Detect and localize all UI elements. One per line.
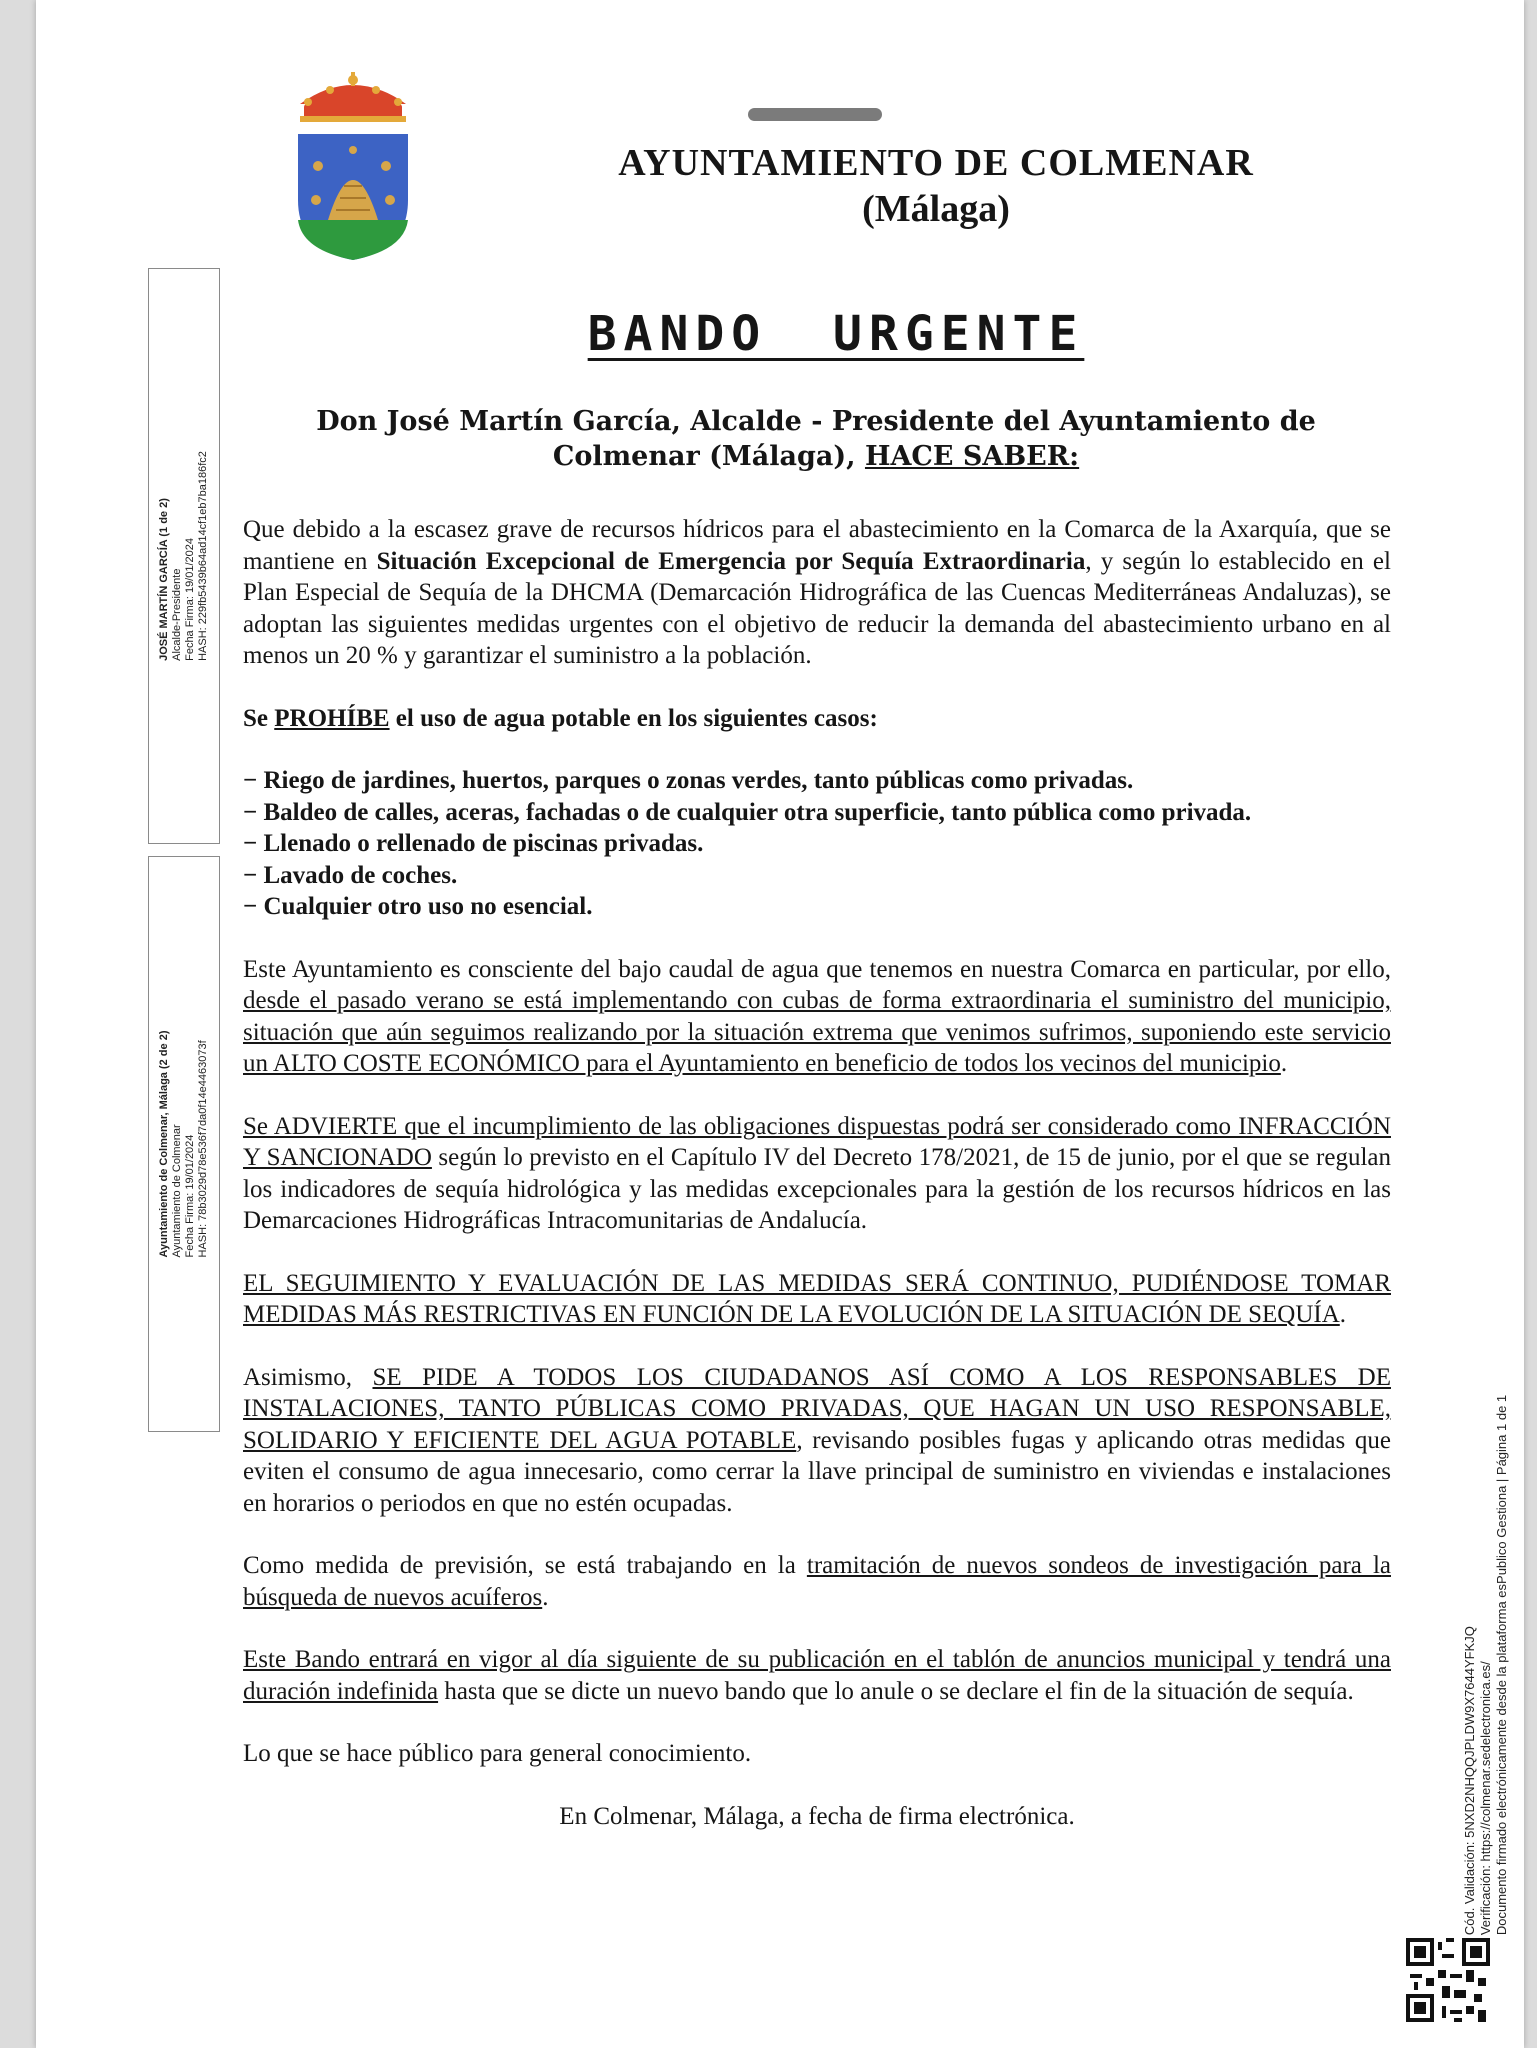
prohibited-uses-list	[243, 765, 1391, 923]
list-item: − Baldeo de calles, aceras, fachadas o de cualquier otra superficie, tanto pública como privada.	[243, 798, 1252, 826]
intro-text: Don José Martín García, Alcalde - Presidente del Ayuntamiento de Colmenar (Málaga),	[316, 406, 1316, 472]
signature-2-role: Ayuntamiento de Colmenar	[171, 1124, 183, 1258]
qr-code-icon	[1406, 1938, 1490, 2022]
signature-2-name: Ayuntamiento de Colmenar, Málaga (2 de 2)	[158, 1030, 170, 1258]
prohibe-text-a: Se	[243, 704, 275, 732]
paragraph-1	[243, 514, 1391, 672]
signature-2-date: Fecha Firma: 19/01/2024	[184, 1134, 196, 1258]
institution-header	[506, 140, 1366, 232]
signature-box-1	[148, 268, 220, 844]
p2-text-c: .	[1280, 1050, 1288, 1077]
p6-text-c: .	[542, 1583, 549, 1611]
p3-text-a: Se ADVIERTE que el incumplimiento de las obligaciones dispuestas podrá ser considerado como INFRACCIÓN Y SANCIONADO	[243, 1112, 1391, 1171]
p6-text-b: tramitación de nuevos sondeos de investigación para la búsqueda de nuevos acuíferos	[243, 1552, 1391, 1611]
paragraph-4	[243, 1268, 1391, 1331]
document-title-text: BANDO URGENTE	[587, 306, 1085, 362]
validation-code: Cód. Validación: 5NXD2NHQQJPLDW9X7644YFKJQ	[1462, 1626, 1477, 1936]
p7-text-a: Este Bando entrará en vigor al día siguiente de su publicación en el tablón de anuncios municipal y tendrá una duración indefinida	[243, 1646, 1391, 1705]
p1-text-b: Situación Excepcional de Emergencia por Sequía Extraordinaria	[376, 547, 1086, 575]
validation-strip	[1462, 1394, 1537, 1936]
p7-text-b: hasta que se dicte un nuevo bando que lo anule o se declare el fin de la situación de sequía.	[438, 1677, 1354, 1705]
p2-text-b: desde el pasado verano se está implementando con cubas de forma extraordinaria el suministro del municipio, situación que aún seguimos realizando por la situación extrema que venimos sufrimos, suponiendo este servicio un ALTO COSTE ECONÓMICO para el Ayuntamiento en beneficio de todos los vecinos del municipio	[243, 987, 1391, 1077]
list-item: − Lavado de coches.	[243, 861, 458, 889]
institution-title: AYUNTAMIENTO DE COLMENAR	[618, 142, 1254, 184]
platform-note: Documento firmado electrónicamente desde la plataforma esPublico Gestiona | Página 1 de 1	[1494, 1394, 1509, 1936]
signature-2-text	[158, 1031, 210, 1258]
document-page	[36, 0, 1524, 2048]
intro-paragraph	[256, 404, 1376, 474]
hace-saber-text: HACE SABER:	[864, 441, 1080, 472]
coat-of-arms-icon	[286, 70, 420, 262]
p2-text-a: Este Ayuntamiento es consciente del bajo caudal de agua que tenemos en nuestra Comarca en particular, por ello,	[243, 955, 1391, 983]
signature-1-name: JOSÉ MARTÍN GARCÍA (1 de 2)	[158, 498, 170, 661]
signature-1-text	[158, 451, 210, 661]
list-item: − Llenado o rellenado de piscinas privadas.	[243, 830, 704, 857]
prohibe-text-c: el uso de agua potable en los siguientes casos:	[389, 704, 878, 732]
signature-1-date: Fecha Firma: 19/01/2024	[184, 537, 196, 661]
p4-end: .	[1339, 1301, 1347, 1328]
verification-url[interactable]: Verificación: https://colmenar.sedelectronica.es/	[1478, 1661, 1493, 1936]
p6-text-a: Como medida de previsión, se está trabajando en la	[243, 1552, 807, 1579]
paragraph-3	[243, 1111, 1391, 1237]
paragraph-8: Lo que se hace público para general conocimiento.	[243, 1740, 752, 1767]
p3-text-b: según lo previsto en el Capítulo IV del Decreto 178/2021, de 15 de junio, por el que se regulan los indicadores de sequía hidrológica y las medidas excepcionales para la gestión de los recursos hídricos en las Demarcaciones Hidrográficas Intracomunitarias de Andalucía.	[243, 1144, 1391, 1234]
paragraph-5	[243, 1362, 1391, 1520]
prohibe-paragraph	[243, 703, 1391, 735]
paragraph-7	[243, 1644, 1391, 1707]
scroll-handle[interactable]	[748, 108, 882, 121]
p5-text-a: Asimismo,	[243, 1363, 373, 1391]
signature-1-role: Alcalde-Presidente	[171, 568, 183, 661]
document-title	[416, 306, 1256, 362]
p5-text-b: SE PIDE A TODOS LOS CIUDADANOS ASÍ COMO A LOS RESPONSABLES DE INSTALACIONES, TANTO PÚBLICAS COMO PRIVADAS, QUE HAGAN UN USO RESPONSABLE, SOLIDARIO Y EFICIENTE DEL AGUA POTABLE	[243, 1363, 1391, 1454]
list-item: − Cualquier otro uso no esencial.	[243, 893, 593, 920]
closing-line: En Colmenar, Málaga, a fecha de firma electrónica.	[559, 1802, 1075, 1830]
list-item: − Riego de jardines, huertos, parques o zonas verdes, tanto públicas como privadas.	[243, 767, 1134, 794]
signature-2-hash: HASH: 78b3029d78e536f7da0f14e4463073f	[197, 1040, 209, 1258]
paragraph-6	[243, 1550, 1391, 1613]
signature-box-2	[148, 856, 220, 1432]
p5-text-c: , revisando posibles fugas y aplicando otras medidas que eviten el consumo de agua innecesario, como cerrar la llave principal de suministro en viviendas e instalaciones en horarios o periodos en que no estén ocupadas.	[243, 1426, 1391, 1517]
document-body	[243, 514, 1391, 1832]
paragraph-2	[243, 954, 1391, 1080]
prohibe-keyword: PROHÍBE	[274, 704, 390, 732]
institution-subtitle: (Málaga)	[862, 188, 1010, 230]
signature-1-hash: HASH: 229fb5439b64ad14cf1eb7ba186fc2	[197, 451, 209, 661]
p4-text: EL SEGUIMIENTO Y EVALUACIÓN DE LAS MEDIDAS SERÁ CONTINUO, PUDIÉNDOSE TOMAR MEDIDAS MÁS RESTRICTIVAS EN FUNCIÓN DE LA EVOLUCIÓN DE LA SITUACIÓN DE SEQUÍA	[243, 1269, 1391, 1328]
p1-text-c: , y según lo establecido en el Plan Especial de Sequía de la DHCMA (Demarcación Hidrográfica de las Cuencas Mediterráneas Andaluzas), se adoptan las siguientes medidas urgentes con el objetivo de reducir la demanda del abastecimiento urbano en al menos un 20 % y garantizar el suministro a la población.	[243, 547, 1391, 669]
p1-text-a: Que debido a la escasez grave de recursos hídricos para el abastecimiento en la Comarca de la Axarquía, que se mantiene en	[243, 516, 1391, 575]
